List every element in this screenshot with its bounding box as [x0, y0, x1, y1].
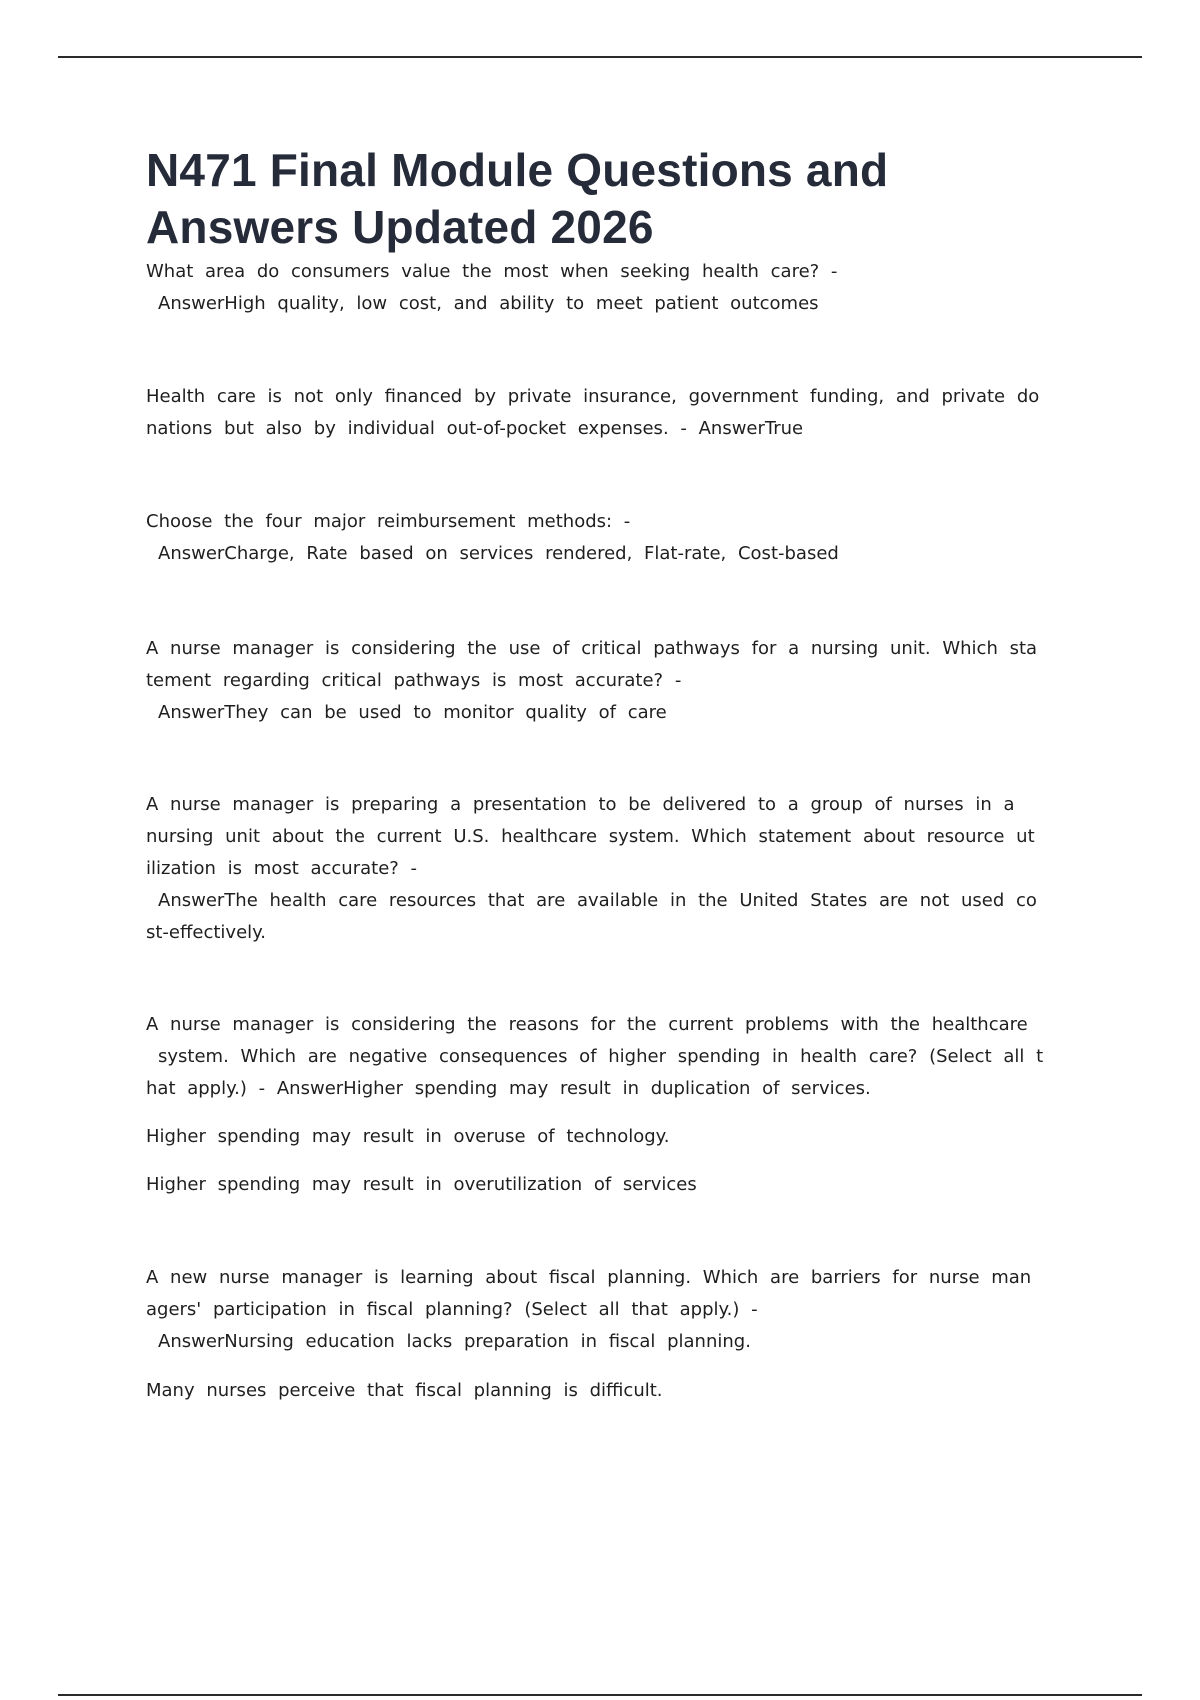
qa-block-financing — [146, 381, 1051, 445]
answer-text: AnswerThey can be used to monitor quality of care — [158, 702, 667, 723]
answer-text: AnswerThe health care resources that are available in the United States are not used co — [158, 890, 1037, 911]
question-text: system. Which are negative consequences of higher spending in health care? (Select all t — [158, 1046, 1044, 1067]
answer-text: Higher spending may result in overutilization of services — [146, 1174, 697, 1195]
qa-block-critical-pathways — [146, 633, 1051, 729]
qa-block-resource-utilization — [146, 789, 1051, 949]
bottom-rule — [58, 1694, 1142, 1696]
question-text: ilization is most accurate? - — [146, 858, 418, 879]
question-text: A nurse manager is preparing a presentation to be delivered to a group of nurses in a — [146, 794, 1015, 815]
answer-paragraph — [146, 1169, 1051, 1201]
question-text: A new nurse manager is learning about fiscal planning. Which are barriers for nurse man — [146, 1267, 1032, 1288]
question-text: tement regarding critical pathways is most accurate? - — [146, 670, 682, 691]
question-text: A nurse manager is considering the reasons for the current problems with the healthcare — [146, 1014, 1028, 1035]
question-text: Choose the four major reimbursement methods: - — [146, 511, 631, 532]
question-text: agers' participation in fiscal planning? (Select all that apply.) - — [146, 1299, 758, 1320]
qa-block-fiscal-planning — [146, 1262, 1051, 1358]
question-text: Health care is not only financed by private insurance, government funding, and private do — [146, 386, 1040, 407]
question-answer-text: hat apply.) - AnswerHigher spending may result in duplication of services. — [146, 1078, 871, 1099]
answer-paragraph — [146, 1375, 1051, 1407]
top-rule — [58, 56, 1142, 58]
answer-text: AnswerCharge, Rate based on services rendered, Flat-rate, Cost-based — [158, 543, 839, 564]
answer-text: AnswerHigh quality, low cost, and ability to meet patient outcomes — [158, 293, 819, 314]
answer-text: Higher spending may result in overuse of technology. — [146, 1126, 670, 1147]
question-text: What area do consumers value the most when seeking health care? - — [146, 261, 838, 282]
qa-block-higher-spending — [146, 1009, 1051, 1105]
title-line: N471 Final Module Questions and — [146, 144, 889, 196]
question-text: nursing unit about the current U.S. healthcare system. Which statement about resource ut — [146, 826, 1035, 847]
question-answer-text: nations but also by individual out-of-pocket expenses. - AnswerTrue — [146, 418, 804, 439]
answer-text: st-effectively. — [146, 922, 266, 943]
qa-block-consumer-value — [146, 256, 1051, 320]
document-title — [146, 142, 1096, 256]
title-line: Answers Updated 2026 — [146, 201, 654, 253]
answer-text: Many nurses perceive that fiscal planning is difficult. — [146, 1380, 663, 1401]
question-text: A nurse manager is considering the use of critical pathways for a nursing unit. Which sta — [146, 638, 1038, 659]
answer-text: AnswerNursing education lacks preparation in fiscal planning. — [158, 1331, 751, 1352]
answer-paragraph — [146, 1121, 1051, 1153]
qa-block-reimbursement — [146, 506, 1051, 570]
